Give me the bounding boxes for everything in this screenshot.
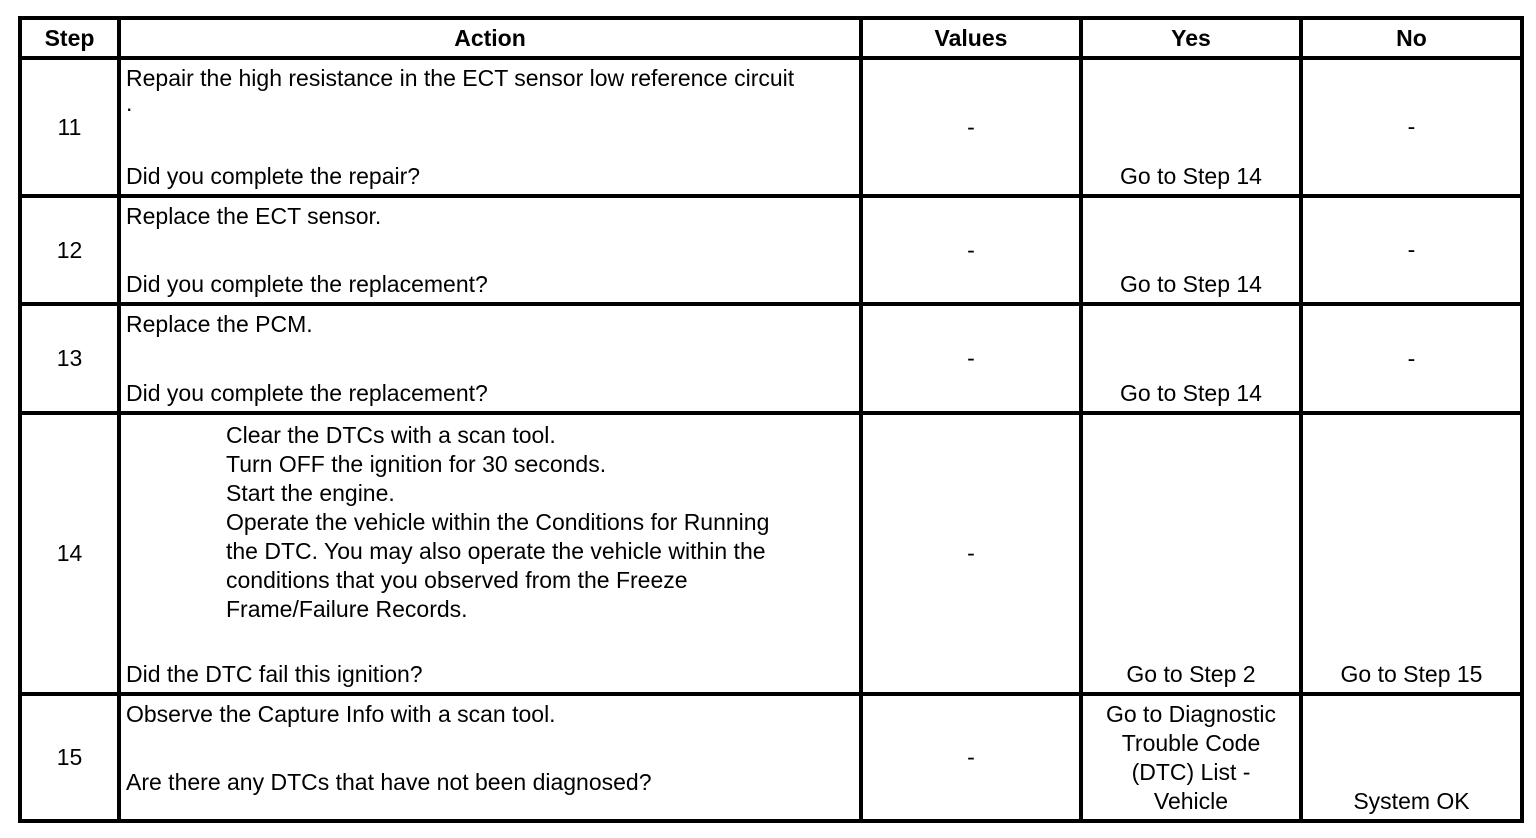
procedure-line: conditions that you observed from the Freeze xyxy=(226,567,688,593)
values-cell: - xyxy=(861,694,1081,821)
yes-cell xyxy=(1081,58,1301,196)
table-row-step-12 xyxy=(20,196,1522,304)
no-cell xyxy=(1301,196,1522,304)
action-cell xyxy=(119,413,861,694)
step-number: 12 xyxy=(20,196,119,304)
diagnostic-steps-table xyxy=(18,16,1524,823)
yes-link: Go to Diagnostic Trouble Code (DTC) List - Vehicle xyxy=(1105,701,1277,814)
action-cell xyxy=(119,196,861,304)
procedure-line: Clear the DTCs with a scan tool. xyxy=(226,422,556,448)
action-cell xyxy=(119,304,861,413)
yes-link: Go to Step 14 xyxy=(1120,380,1262,406)
no-value: - xyxy=(1407,236,1416,263)
no-link: Go to Step 15 xyxy=(1340,661,1483,687)
action-question: Did you complete the replacement? xyxy=(126,380,488,406)
table-row-step-13 xyxy=(20,304,1522,413)
step-number: 15 xyxy=(20,694,119,821)
procedure-line: Frame/Failure Records. xyxy=(226,596,468,622)
action-question: Did the DTC fail this ignition? xyxy=(126,661,423,687)
values-cell: - xyxy=(861,196,1081,304)
action-instruction: Repair the high resistance in the ECT sensor low reference circuit . xyxy=(126,64,855,113)
no-value: - xyxy=(1407,345,1416,371)
yes-link: Go to Step 2 xyxy=(1126,661,1256,687)
action-cell xyxy=(119,58,861,196)
header-step: Step xyxy=(20,18,119,58)
action-procedure-list xyxy=(226,421,839,624)
action-instruction: Replace the ECT sensor. xyxy=(126,203,382,229)
yes-cell xyxy=(1081,196,1301,304)
header-values: Values xyxy=(861,18,1081,58)
no-cell xyxy=(1301,694,1522,821)
table-row-step-15 xyxy=(20,694,1522,821)
step-number: 11 xyxy=(20,58,119,196)
action-instruction: Observe the Capture Info with a scan tool. xyxy=(126,701,556,727)
values-cell: - xyxy=(861,413,1081,694)
step-number: 14 xyxy=(20,413,119,694)
values-cell: - xyxy=(861,58,1081,196)
no-cell xyxy=(1301,413,1522,694)
yes-cell xyxy=(1081,304,1301,413)
action-question: Did you complete the repair? xyxy=(126,163,421,189)
table-header-row xyxy=(20,18,1522,58)
procedure-line: Turn OFF the ignition for 30 seconds. xyxy=(226,451,607,477)
no-cell xyxy=(1301,304,1522,413)
yes-link: Go to Step 14 xyxy=(1120,163,1262,189)
action-question: Are there any DTCs that have not been diagnosed? xyxy=(126,769,652,795)
action-question: Did you complete the replacement? xyxy=(126,271,488,297)
yes-cell xyxy=(1081,413,1301,694)
header-action: Action xyxy=(119,18,861,58)
table-row-step-11 xyxy=(20,58,1522,196)
header-yes: Yes xyxy=(1081,18,1301,58)
header-no: No xyxy=(1301,18,1522,58)
no-value: - xyxy=(1407,113,1416,140)
procedure-line: Operate the vehicle within the Conditions for Running xyxy=(226,509,770,535)
no-cell xyxy=(1301,58,1522,196)
table-row-step-14 xyxy=(20,413,1522,694)
action-trailing-period: . xyxy=(126,90,133,116)
no-value: System OK xyxy=(1353,788,1470,814)
step-number: 13 xyxy=(20,304,119,413)
procedure-line: the DTC. You may also operate the vehicle within the xyxy=(226,538,766,564)
yes-link: Go to Step 14 xyxy=(1120,271,1262,297)
procedure-line: Start the engine. xyxy=(226,480,395,506)
action-cell xyxy=(119,694,861,821)
action-instruction: Replace the PCM. xyxy=(126,311,313,337)
values-cell: - xyxy=(861,304,1081,413)
yes-cell xyxy=(1081,694,1301,821)
